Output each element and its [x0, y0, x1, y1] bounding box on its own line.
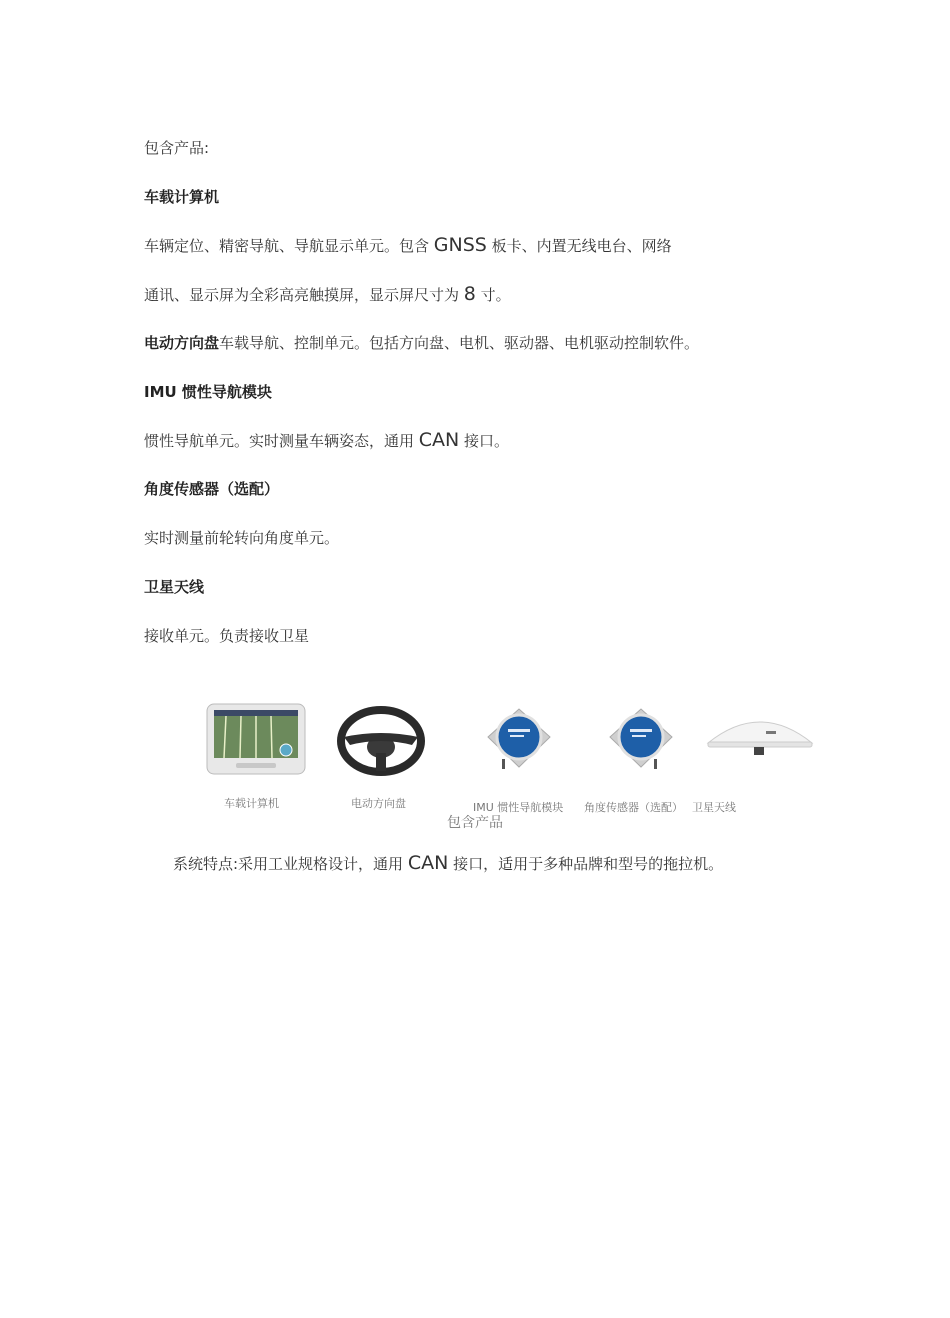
steering-wheel-image [338, 707, 424, 775]
tablet-image [206, 703, 306, 775]
system-features: 系统特点:采用工业规格设计，通用 CAN 接口，适用于多种品牌和型号的拖拉机。 [173, 852, 724, 874]
antenna-image [704, 715, 816, 761]
products-figure [200, 695, 820, 814]
angle-title: 角度传感器（选配） [144, 480, 280, 498]
imu-module-image [482, 707, 556, 771]
antenna-desc: 接收单元。负责接收卫星 [144, 627, 310, 645]
angle-desc: 实时测量前轮转向角度单元。 [144, 529, 340, 547]
steering-label: 电动方向盘 [351, 797, 406, 810]
angle-sensor-label: 角度传感器（选配） [584, 801, 683, 814]
computer-desc-line2: 通讯、显示屏为全彩高亮触摸屏，显示屏尺寸为 8 寸。 [144, 283, 511, 305]
steering-paragraph: 电动方向盘车载导航、控制单元。包括方向盘、电机、驱动器、电机驱动控制软件。 [144, 334, 700, 352]
imu-desc: 惯性导航单元。实时测量车辆姿态，通用 CAN 接口。 [144, 429, 510, 451]
steering-title: 电动方向盘 [144, 334, 220, 352]
antenna-title: 卫星天线 [144, 578, 205, 596]
tablet-label: 车载计算机 [224, 797, 279, 810]
angle-sensor-image [604, 707, 678, 771]
imu-title: IMU 惯性导航模块 [144, 383, 272, 401]
computer-desc-line1: 车辆定位、精密导航、导航显示单元。包含 GNSS 板卡、内置无线电台、网络 [144, 234, 672, 256]
figure-caption: 包含产品 [447, 815, 503, 831]
antenna-label: 卫星天线 [692, 801, 736, 814]
computer-title: 车载计算机 [144, 188, 220, 206]
imu-label: IMU 惯性导航模块 [473, 801, 564, 814]
intro-text: 包含产品: [144, 139, 210, 157]
